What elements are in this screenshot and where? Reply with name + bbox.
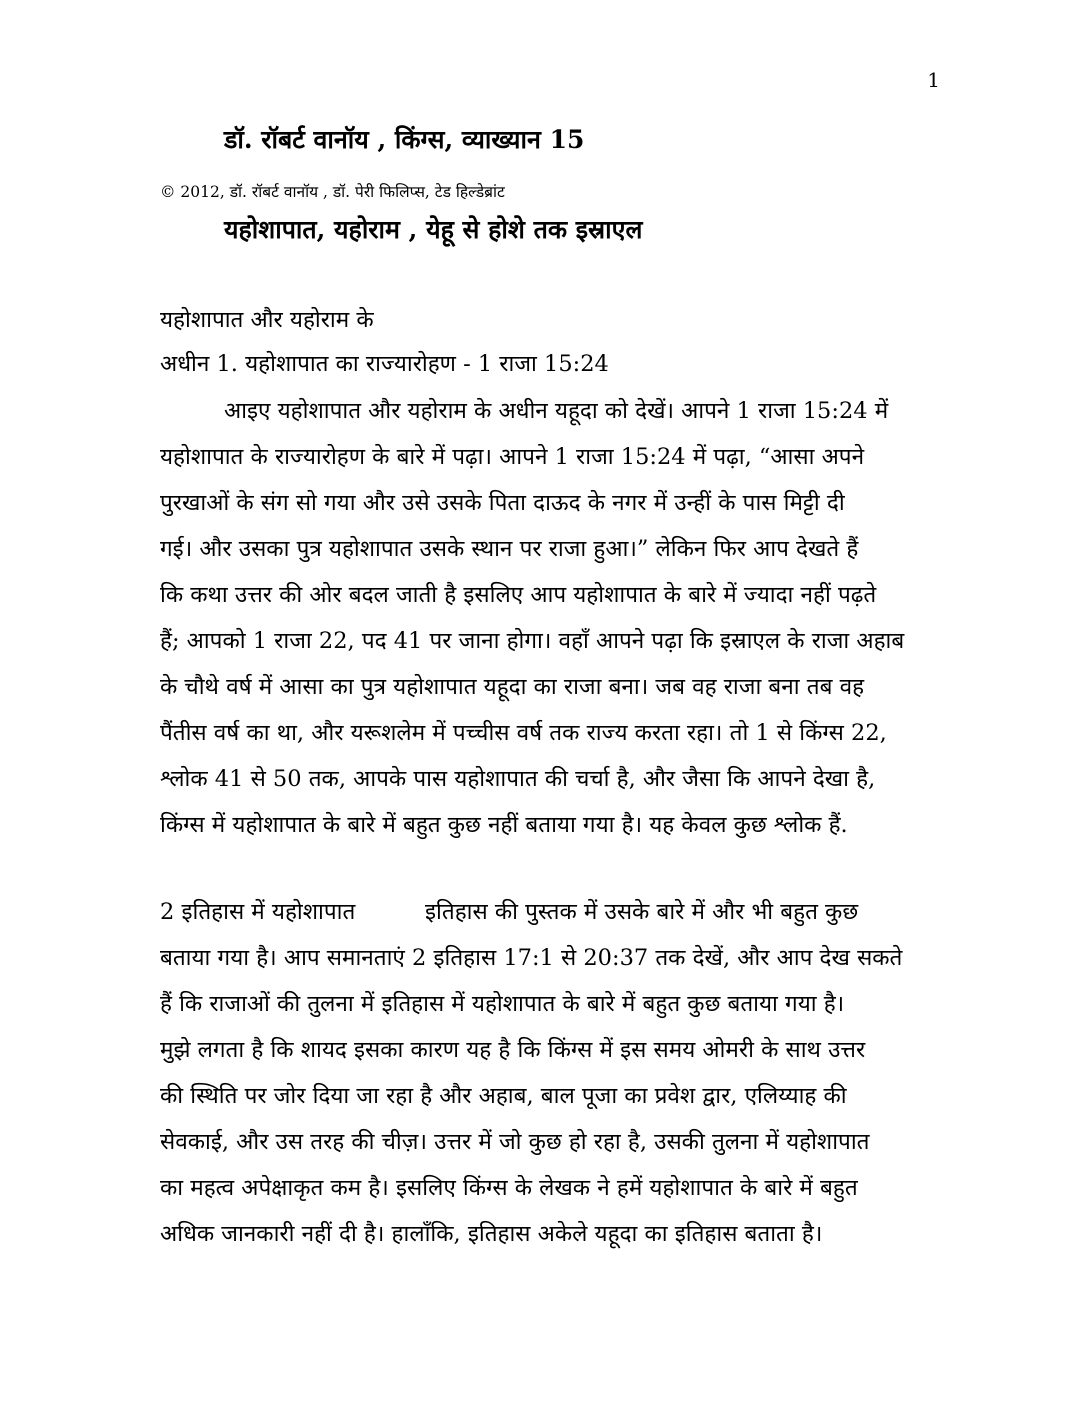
- paragraph-line: सेवकाई, और उस तरह की चीज़। उत्तर में जो कुछ हो रहा है, उसकी तुलना में यहोशापात: [160, 1129, 870, 1155]
- paragraph-line: हैं कि राजाओं की तुलना में इतिहास में यहोशापात के बारे में बहुत कुछ बताया गया है।: [160, 991, 845, 1017]
- paragraph-line: का महत्व अपेक्षाकृत कम है। इसलिए किंग्स के लेखक ने हमें यहोशापात के बारे में बहुत: [160, 1175, 858, 1201]
- section2-first-line: [160, 895, 858, 926]
- paragraph-line: की स्थिति पर जोर दिया जा रहा है और अहाब, बाल पूजा का प्रवेश द्वार, एलिय्याह की: [160, 1083, 847, 1109]
- lecture-title: डॉ. रॉबर्ट वानॉय , किंग्स, व्याख्यान 15: [224, 125, 585, 154]
- paragraph-line: यहोशापात के राज्यारोहण के बारे में पढ़ा। आपने 1 राजा 15:24 में पढ़ा, “आसा अपने: [160, 444, 865, 470]
- paragraph-line: श्लोक 41 से 50 तक, आपके पास यहोशापात की चर्चा है, और जैसा कि आपने देखा है,: [160, 766, 876, 792]
- paragraph-line: हैं; आपको 1 राजा 22, पद 41 पर जाना होगा। वहाँ आपने पढ़ा कि इस्राएल के राजा अहाब: [160, 628, 905, 654]
- paragraph-line: मुझे लगता है कि शायद इसका कारण यह है कि किंग्स में इस समय ओमरी के साथ उत्तर: [160, 1037, 866, 1063]
- section2-heading: 2 इतिहास में यहोशापात: [160, 899, 356, 925]
- paragraph-line: के चौथे वर्ष में आसा का पुत्र यहोशापात यहूदा का राजा बना। जब वह राजा बना तब वह: [160, 674, 865, 700]
- paragraph-line: बताया गया है। आप समानताएं 2 इतिहास 17:1 से 20:37 तक देखें, और आप देख सकते: [160, 945, 903, 971]
- page-number: 1: [927, 68, 940, 92]
- paragraph-text: इतिहास की पुस्तक में उसके बारे में और भी बहुत कुछ: [425, 899, 859, 925]
- lecture-subtitle: यहोशापात, यहोराम , येहू से होशे तक इस्राएल: [224, 215, 643, 244]
- paragraph-line: पुरखाओं के संग सो गया और उसे उसके पिता दाऊद के नगर में उन्हीं के पास मिट्टी दी: [160, 490, 845, 516]
- copyright-line: © 2012, डॉ. रॉबर्ट वानॉय , डॉ. पेरी फिलिप्स, टेड हिल्डेब्रांट: [160, 183, 505, 201]
- paragraph-line: अधिक जानकारी नहीं दी है। हालाँकि, इतिहास अकेले यहूदा का इतिहास बताता है।: [160, 1221, 823, 1247]
- paragraph-line: गई। और उसका पुत्र यहोशापात उसके स्थान पर राजा हुआ।” लेकिन फिर आप देखते हैं: [160, 536, 859, 562]
- paragraph-line: किंग्स में यहोशापात के बारे में बहुत कुछ नहीं बताया गया है। यह केवल कुछ श्लोक हैं.: [160, 812, 848, 838]
- paragraph-line: कि कथा उत्तर की ओर बदल जाती है इसलिए आप यहोशापात के बारे में ज्यादा नहीं पढ़ते: [160, 582, 877, 608]
- section1-heading-line: अधीन 1. यहोशापात का राज्यारोहण - 1 राजा 15:24: [160, 351, 609, 377]
- paragraph-line: आइए यहोशापात और यहोराम के अधीन यहूदा को देखें। आपने 1 राजा 15:24 में: [224, 398, 889, 424]
- paragraph-line: पैंतीस वर्ष का था, और यरूशलेम में पच्चीस वर्ष तक राज्य करता रहा। तो 1 से किंग्स 22,: [160, 720, 887, 746]
- section1-heading-line: यहोशापात और यहोराम के: [160, 307, 374, 333]
